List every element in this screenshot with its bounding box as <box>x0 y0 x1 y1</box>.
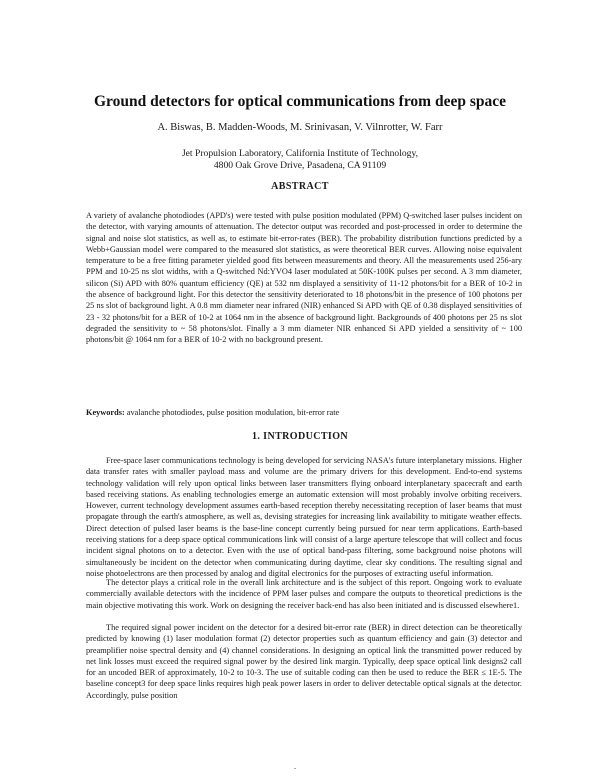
intro-paragraph-1: Free-space laser communications technology is being developed for servicing NASA's future interplanetary missions. Higher data transfer rates with smaller payload mass and volume are the primary drivers for this development. End-to-end systems technology validation will rely upon optical links between laser transmitters flying onboard interplanetary spacecraft and earth based receiving stations. As enabling technologies emerge an automatic extension will most probably involve orbiting receivers. However, current technology development assumes earth-based reception thereby necessitating reception of laser beams that must propagate through the earth's atmosphere, as well as, devising strategies for increasing link availability to mitigate weather effects. Direct detection of pulsed laser beams is the base-line concept currently being pursued for near term applications. Earth-based receiving stations for a deep space optical communications link will consist of a large aperture telescope that will collect and focus incident signal photons on to a detector. Even with the use of optical band-pass filtering, some background noise photons will simultaneously be incident on the detector when communicating during daytime, clear sky conditions. The resulting signal and noise photoelectrons are then processed by analog and digital electronics for the purposes of extracting useful information. <box>86 456 522 578</box>
paper-title: Ground detectors for optical communications from deep space <box>93 93 506 110</box>
affiliation-line-2: 4800 Oak Grove Drive, Pasadena, CA 91109 <box>213 160 387 171</box>
abstract-heading: ABSTRACT <box>271 181 329 192</box>
keywords-line <box>86 407 522 418</box>
affiliation-line-1: Jet Propulsion Laboratory, California Institute of Technology, <box>181 148 419 159</box>
intro-paragraph-2: The detector plays a critical role in the overall link architecture and is the subject of this report. Ongoing work to evaluate commercially available detectors with the incidence of PPM laser pulses and compare the outputs to theoretical predictions is the main objective motivating this work. Work on designing the receiver back-end has also been initiated and is discussed elsewhere1. <box>86 578 522 610</box>
keywords-label: Keywords: <box>86 408 125 417</box>
affiliation <box>60 148 540 172</box>
page-mark: . <box>294 762 296 771</box>
author-list: A. Biswas, B. Madden-Woods, M. Srinivasan, V. Vilnrotter, W. Farr <box>157 122 443 133</box>
introduction-heading: 1. INTRODUCTION <box>251 431 348 442</box>
abstract-text: A variety of avalanche photodiodes (APD's) were tested with pulse position modulated (PPM) Q-switched laser pulses incident on the detector, with varying amounts of attenuation. The detector output was recorded and post-processed in order to determine the signal and noise slot statistics, as well as, to estimate bit-error-rates (BER). The probability distribution functions predicted by a Webb+Gaussian model were compared to the measured slot statistics, as were theoretical BER curves. Allowing noise equivalent temperature to be a free fitting parameter yielded good fits between measurements and theory. All the measurements used 256-ary PPM and 10-25 ns slot widths, with a Q-switched Nd:YVO4 laser modulated at 50K-100K pulses per second. A 3 mm diameter, silicon (Si) APD with 80% quantum efficiency (QE) at 532 nm displayed a sensitivity of 11-12 photons/bit for a BER of 10-2 in the absence of background light. For this detector the sensitivity deteriorated to 18 photons/bit in the presence of 100 photons per 25 ns slot of background light. A 0.8 mm diameter near infrared (NIR) enhanced Si APD with QE of 0.38 displayed sensitivities of 23 - 32 photons/bit for a BER of 10-2 at 1064 nm in the absence of background light. Backgrounds of 400 photons per 25 ns slot degraded the sensitivity to ~ 58 photons/slot. Finally a 3 mm diameter NIR enhanced Si APD yielded a sensitivity of ~ 100 photons/bit @ 1064 nm for a BER of 10-2 with no background present. <box>86 211 522 345</box>
keywords-text: avalanche photodiodes, pulse position modulation, bit-error rate <box>124 408 340 417</box>
intro-paragraph-3: The required signal power incident on the detector for a desired bit-error rate (BER) in direct detection can be theoretically predicted by knowing (1) laser modulation format (2) detector properties such as quantum efficiency and gain (3) detector and preamplifier noise spectral density and (4) channel considerations. In designing an optical link the transmitted power reduced by net link losses must exceed the required signal power by the desired link margin. Typically, deep space optical link designs2 call for an uncoded BER of approximately, 10-2 to 10-3. The use of suitable coding can then be used to reduce the BER ≤ 1E-5. The baseline concept3 for deep space links requires high peak power lasers in order to deliver detectable optical signals at the detector. Accordingly, pulse position <box>86 623 522 700</box>
